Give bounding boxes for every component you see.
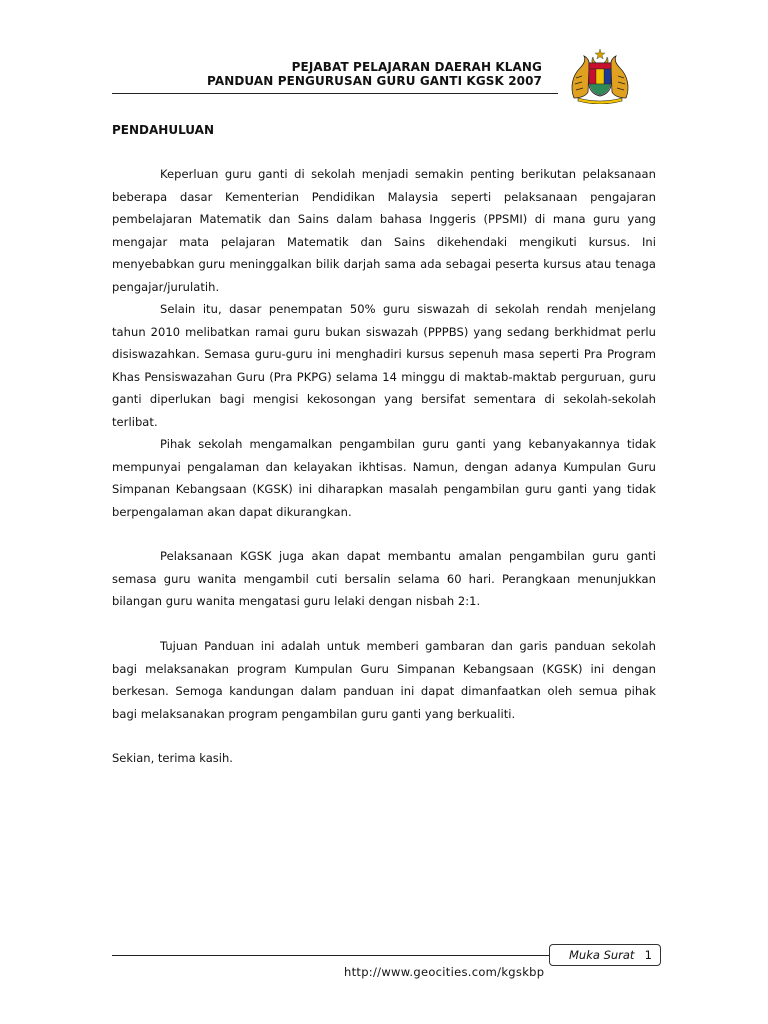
header-line-2: PANDUAN PENGURUSAN GURU GANTI KGSK 2007 — [207, 74, 542, 88]
header-title — [207, 60, 542, 88]
coat-of-arms-icon — [566, 48, 634, 104]
paragraph-5: Tujuan Panduan ini adalah untuk memberi gambaran dan garis panduan sekolah bagi melaksanakan program Kumpulan Guru Simpanan Kebangsaan (KGSK) ini dengan berkesan. Semoga kandungan dalam panduan ini dapat dimanfaatkan oleh semua pihak bagi melaksanakan program pengambilan guru ganti yang berkualiti. — [112, 639, 656, 721]
page-label: Muka Surat — [569, 948, 635, 962]
header-line-1: PEJABAT PELAJARAN DAERAH KLANG — [291, 60, 542, 74]
section-heading: PENDAHULUAN — [112, 123, 214, 137]
paragraph-2: Selain itu, dasar penempatan 50% guru siswazah di sekolah rendah menjelang tahun 2010 melibatkan ramai guru bukan siswazah (PPPBS) yang sedang berkhidmat perlu disiswazahkan. Semasa guru-guru ini menghadiri kursus sepenuh masa seperti Pra Program Khas Pensiswazahan Guru (Pra PKPG) selama 14 minggu di maktab-maktab perguruan, guru ganti diperlukan bagi mengisi kekosongan yang bersifat sementara di sekolah-sekolah terlibat. — [112, 302, 656, 429]
paragraph-4: Pelaksanaan KGSK juga akan dapat membantu amalan pengambilan guru ganti semasa guru wanita mengambil cuti bersalin selama 60 hari. Perangkaan menunjukkan bilangan guru wanita mengatasi guru lelaki dengan nisbah 2:1. — [112, 549, 656, 608]
paragraph-1: Keperluan guru ganti di sekolah menjadi semakin penting berikutan pelaksanaan beberapa dasar Kementerian Pendidikan Malaysia seperti pelaksanaan pengajaran pembelajaran Matematik dan Sains dalam bahasa Inggeris (PPSMI) di mana guru yang mengajar mata pelajaran Matematik dan Sains dikehendaki mengikuti kursus. Ini menyebabkan guru meninggalkan bilik darjah sama ada sebagai peserta kursus atau tenaga pengajar/jurulatih. — [112, 167, 656, 294]
paragraph-3: Pihak sekolah mengamalkan pengambilan guru ganti yang kebanyakannya tidak mempunyai pengalaman dan kelayakan ikhtisas. Namun, dengan adanya Kumpulan Guru Simpanan Kebangsaan (KGSK) ini diharapkan masalah pengambilan guru ganti yang tidak berpengalaman akan dapat dikurangkan. — [112, 437, 656, 519]
footer-rule — [112, 955, 549, 956]
page-number-box — [549, 944, 661, 966]
page-number: 1 — [644, 948, 652, 962]
closing-text: Sekian, terima kasih. — [112, 751, 233, 765]
header-rule — [112, 93, 558, 94]
footer-url: http://www.geocities.com/kgskbp — [344, 965, 545, 979]
